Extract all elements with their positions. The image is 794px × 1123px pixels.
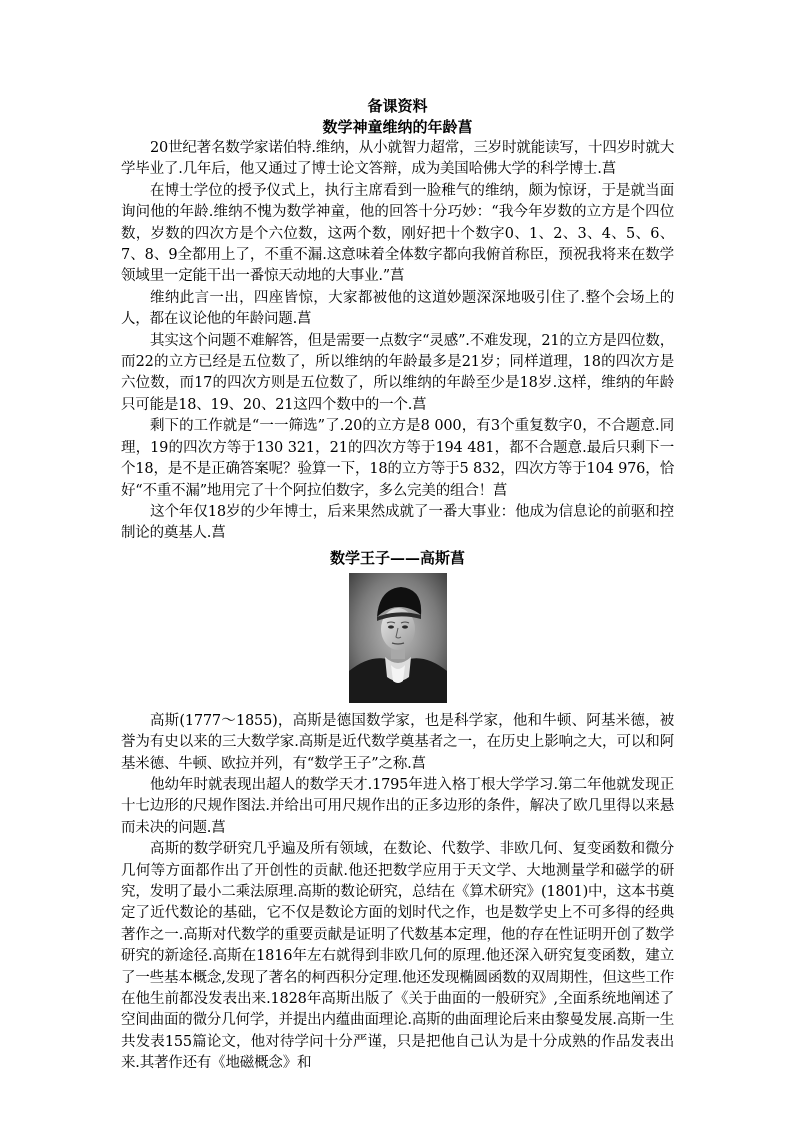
portrait-container xyxy=(121,573,674,703)
paragraph: 其实这个问题不难解答，但是需要一点数字“灵感”.不难发现，21的立方是四位数，而22的立方已经是五位数了，所以维纳的年龄最多是21岁；同样道理，18的四次方是六位数，而17的四次方则是五位数了，所以维纳的年龄至少是18岁.这样，维纳的年龄只可能是18、19、20、21这四个数中的一个.菖 xyxy=(121,332,674,413)
article-title-weiner: 数学神童维纳的年龄菖 xyxy=(322,118,473,136)
article-title-gauss: 数学王子——高斯菖 xyxy=(329,548,465,567)
paragraph: 20世纪著名数学家诺伯特.维纳，从小就智力超常，三岁时就能读写，十四岁时就大学毕业了.几年后，他又通过了博士论文答辩，成为美国哈佛大学的科学博士.菖 xyxy=(121,140,674,178)
document-header: 备课资料 xyxy=(367,97,428,115)
paragraph: 在博士学位的授予仪式上，执行主席看到一脸稚气的维纳，颇为惊讶，于是就当面询问他的年龄.维纳不愧为数学神童，他的回答十分巧妙：“我今年岁数的立方是个四位数，岁数的四次方是个六位数，这两个数，刚好把十个数字0、1、2、3、4、5、6、7、8、9全都用上了，不重不漏.这意味着全体数字都向我俯首称臣，预祝我将来在数学领域里一定能干出一番惊天动地的大事业.”菖 xyxy=(121,182,674,285)
paragraph: 他幼年时就表现出超人的数学天才.1795年进入格丁根大学学习.第二年他就发现正十七边形的尺规作图法.并给出可用尺规作出的正多边形的条件，解决了欧几里得以来悬而未决的问题.菖 xyxy=(121,776,674,836)
document-page xyxy=(121,90,674,1075)
gauss-portrait-image xyxy=(349,573,447,703)
paragraph: 维纳此言一出，四座皆惊，大家都被他的这道妙题深深地吸引住了.整个会场上的人，都在议论他的年龄问题.菖 xyxy=(121,289,674,328)
paragraph: 剩下的工作就是“一一筛选”了.20的立方是8 000，有3个重复数字0，不合题意.同理，19的四次方等于130 321，21的四次方等于194 481，都不合题意.最后只剩下一个18，是不是正确答案呢？验算一下，18的立方等于5 832，四次方等于104 976，恰好“不重不漏”地用完了十个阿拉伯数字，多么完美的组合！菖 xyxy=(121,418,674,499)
paragraph: 高斯(1777～1855)，高斯是德国数学家，也是科学家，他和牛顿、阿基米德，被誉为有史以来的三大数学家.高斯是近代数学奠基者之一，在历史上影响之大，可以和阿基米德、牛顿、欧拉并列，有“数学王子”之称.菖 xyxy=(121,712,674,772)
paragraph: 这个年仅18岁的少年博士，后来果然成就了一番大事业：他成为信息论的前驱和控制论的奠基人.菖 xyxy=(121,503,674,542)
paragraph: 高斯的数学研究几乎遍及所有领域，在数论、代数学、非欧几何、复变函数和微分几何等方面都作出了开创性的贡献.他还把数学应用于天文学、大地测量学和磁学的研究，发明了最小二乘法原理.高斯的数论研究，总结在《算术研究》(1801)中，这本书奠定了近代数论的基础，它不仅是数论方面的划时代之作，也是数学史上不可多得的经典著作之一.高斯对代数学的重要贡献是证明了代数基本定理，他的存在性证明开创了数学研究的新途径.高斯在1816年左右就得到非欧几何的原理.他还深入研究复变函数，建立了一些基本概念,发现了著名的柯西积分定理.他还发现椭圆函数的双周期性，但这些工作在他生前都没发表出来.1828年高斯出版了《关于曲面的一般研究》,全面系统地阐述了空间曲面的微分几何学，并提出内蕴曲面理论.高斯的曲面理论后来由黎曼发展.高斯一生共发表155篇论文，他对待学问十分严谨，只是把他自己认为是十分成熟的作品发表出来.其著作还有《地磁概念》和 xyxy=(121,841,674,1072)
